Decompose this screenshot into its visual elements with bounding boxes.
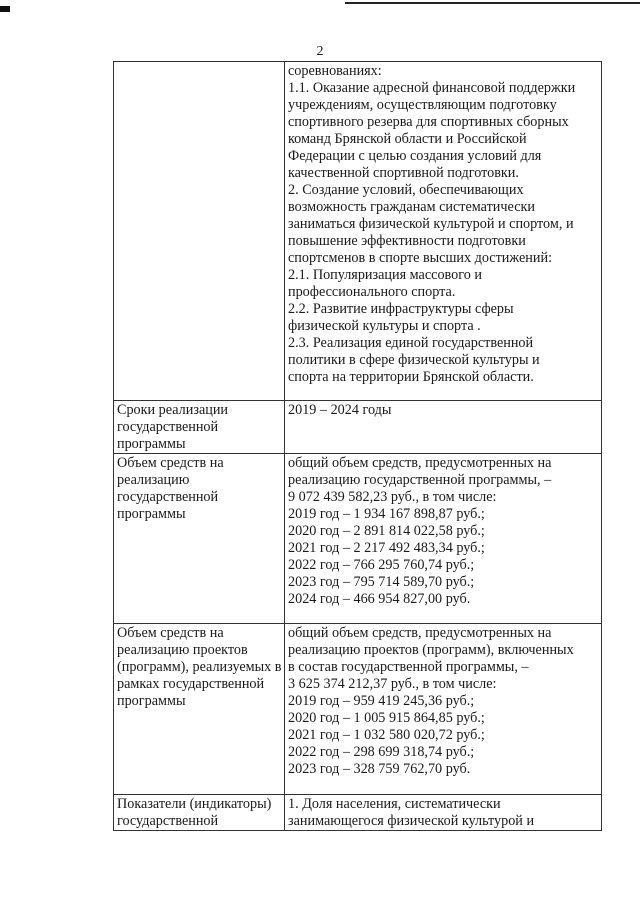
value-line: 2020 год – 1 005 915 864,85 руб.; — [288, 710, 485, 726]
label-line: государственной — [117, 813, 219, 829]
value-line: Федерации с целью создания условий для — [288, 148, 542, 164]
value-line: 2019 год – 1 934 167 898,87 руб.; — [288, 506, 485, 522]
label-line: программы — [117, 506, 186, 522]
row-label — [114, 454, 285, 624]
label-line: Объем средств на — [117, 625, 224, 641]
value-line: 9 072 439 582,23 руб., в том числе: — [288, 489, 497, 505]
row-label — [114, 624, 285, 795]
row-value — [285, 795, 602, 831]
value-line: качественной спортивной подготовки. — [288, 165, 519, 181]
table-row-projects-funding — [114, 624, 602, 795]
value-line: 2022 год – 766 295 760,74 руб.; — [288, 557, 475, 573]
row-value — [285, 62, 602, 401]
row-label — [114, 62, 285, 401]
value-line: 2024 год – 466 954 827,00 руб. — [288, 591, 471, 607]
value-line: профессионального спорта. — [288, 284, 456, 300]
value-line: заниматься физической культурой и спортом, и — [288, 216, 574, 232]
value-line: 2019 – 2024 годы — [288, 402, 392, 418]
value-line: 2023 год – 795 714 589,70 руб.; — [288, 574, 475, 590]
value-line: 2.2. Развитие инфраструктуры сферы — [288, 301, 514, 317]
table-row-program-funding — [114, 454, 602, 624]
value-line: спорта на территории Брянской области. — [288, 369, 534, 385]
value-line: политики в сфере физической культуры и — [288, 352, 540, 368]
value-line: занимающегося физической культурой и — [288, 813, 535, 829]
value-line: общий объем средств, предусмотренных на — [288, 625, 552, 641]
program-passport-table — [113, 61, 602, 831]
value-line: 2. Создание условий, обеспечивающих — [288, 182, 524, 198]
value-line: общий объем средств, предусмотренных на — [288, 455, 552, 471]
row-value — [285, 401, 602, 454]
value-line: 2.3. Реализация единой государственной — [288, 335, 534, 351]
value-line: 2019 год – 959 419 245,36 руб.; — [288, 693, 475, 709]
page-number: 2 — [316, 44, 324, 59]
value-line: 2022 год – 298 699 318,74 руб.; — [288, 744, 475, 760]
value-line: возможность гражданам систематически — [288, 199, 535, 215]
scan-artifact-top-line — [345, 2, 640, 4]
label-line: государственной — [117, 489, 219, 505]
value-line: 1. Доля населения, систематически — [288, 796, 501, 812]
table-row-implementation-period — [114, 401, 602, 454]
value-line: соревнованиях: — [288, 63, 382, 79]
row-value — [285, 624, 602, 795]
label-line: Сроки реализации — [117, 402, 229, 418]
row-value — [285, 454, 602, 624]
value-line: в состав государственной программы, – — [288, 659, 529, 675]
row-label — [114, 795, 285, 831]
label-line: Показатели (индикаторы) — [117, 796, 272, 812]
value-line: 3 625 374 212,37 руб., в том числе: — [288, 676, 497, 692]
table-row-indicators — [114, 795, 602, 831]
value-line: реализацию государственной программы, – — [288, 472, 552, 488]
label-line: реализацию проектов — [117, 642, 248, 658]
value-line: 2023 год – 328 759 762,70 руб. — [288, 761, 471, 777]
value-line: 2021 год – 1 032 580 020,72 руб.; — [288, 727, 485, 743]
table-body — [114, 62, 602, 831]
scan-artifact-left — [0, 6, 10, 12]
label-line: государственной — [117, 419, 219, 435]
value-line: реализацию проектов (программ), включенных — [288, 642, 574, 658]
label-line: (программ), реализуемых в — [117, 659, 282, 675]
label-line: программы — [117, 436, 186, 452]
value-line: повышение эффективности подготовки — [288, 233, 526, 249]
label-line: Объем средств на — [117, 455, 224, 471]
row-label — [114, 401, 285, 454]
value-line: команд Брянской области и Российской — [288, 131, 527, 147]
value-line: спортсменов в спорте высших достижений: — [288, 250, 553, 266]
value-line: 1.1. Оказание адресной финансовой поддержки — [288, 80, 576, 96]
label-line: рамках государственной — [117, 676, 265, 692]
value-line: 2020 год – 2 891 814 022,58 руб.; — [288, 523, 485, 539]
value-line: спортивного резерва для спортивных сборных — [288, 114, 569, 130]
value-line: учреждениям, осуществляющим подготовку — [288, 97, 557, 113]
label-line: программы — [117, 693, 186, 709]
value-line: 2021 год – 2 217 492 483,34 руб.; — [288, 540, 485, 556]
value-line: физической культуры и спорта . — [288, 318, 481, 334]
label-line: реализацию — [117, 472, 190, 488]
table-row-goals-continued — [114, 62, 602, 401]
value-line: 2.1. Популяризация массового и — [288, 267, 482, 283]
